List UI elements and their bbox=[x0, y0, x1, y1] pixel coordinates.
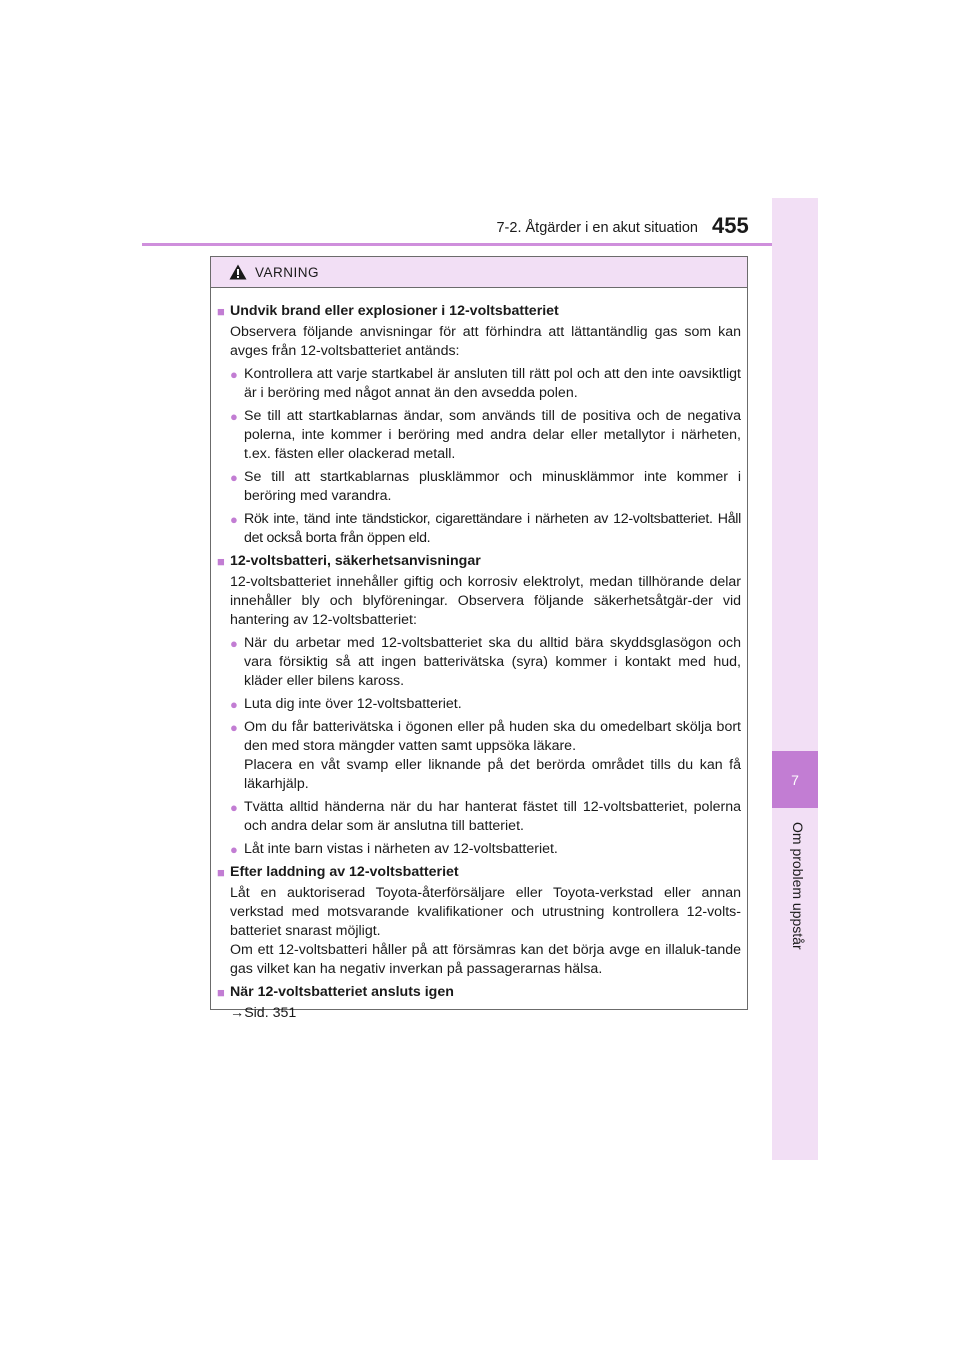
list-item: ● Luta dig inte över 12-voltsbatteriet. bbox=[230, 696, 462, 712]
square-bullet-icon: ■ bbox=[217, 985, 225, 1000]
running-section-title: 7-2. Åtgärder i en akut situation bbox=[496, 220, 698, 236]
section-intro: 12-voltsbatteriet innehåller giftig och korrosiv elektrolyt, medan tillhörande delar innehåller bly och blyföreningar. Observera följande säkerhetsåtgär-der vid hantering av 12-voltsbatteriet: bbox=[230, 574, 741, 628]
section-title: ■ Efter laddning av 12-voltsbatteriet bbox=[217, 864, 459, 880]
square-bullet-icon: ■ bbox=[217, 304, 225, 319]
warning-box bbox=[210, 256, 748, 1021]
chapter-side-tab bbox=[772, 198, 818, 1160]
section-intro: Låt en auktoriserad Toyota-återförsäljare eller Toyota-verkstad eller annan verkstad med motsvarande kvalifikationer och utrustning kontrollera 12-volts-batteriet snarast möjligt. Om ett 12-voltsbatteri håller på att försämras kan det börja avge en illaluk-tande gas vilket kan ha negativ inverkan på passagerarnas hälsa. bbox=[230, 885, 741, 977]
circle-bullet-icon: ● bbox=[230, 470, 238, 485]
section-title: ■ Undvik brand eller explosioner i 12-voltsbatteriet bbox=[217, 303, 559, 319]
circle-bullet-icon: ● bbox=[230, 636, 238, 651]
section-intro: Observera följande anvisningar för att förhindra att lättantändlig gas som kan avges från 12-voltsbatteriet antänds: bbox=[230, 324, 741, 359]
list-item: ● När du arbetar med 12-voltsbatteriet ska du alltid bära skyddsglasögon och vara försiktig så att ingen batterivätska (syra) kommer i kontakt med hud, kläder eller bilens kaross. bbox=[230, 635, 741, 689]
square-bullet-icon: ■ bbox=[217, 554, 225, 569]
chapter-label: Om problem uppstår bbox=[790, 822, 806, 950]
warning-header bbox=[211, 257, 747, 288]
warning-body bbox=[211, 288, 747, 1023]
circle-bullet-icon: ● bbox=[230, 800, 238, 815]
warning-label: VARNING bbox=[255, 264, 320, 280]
list-item: ● Kontrollera att varje startkabel är ansluten till rätt pol och att den inte oavsiktligt är i beröring med något annat än den avsedda polen. bbox=[230, 366, 741, 401]
page-number: 455 bbox=[712, 213, 749, 238]
warning-triangle-icon bbox=[229, 264, 247, 280]
section-title: ■ 12-voltsbatteri, säkerhetsanvisningar bbox=[217, 553, 481, 569]
list-item: ● Låt inte barn vistas i närheten av 12-voltsbatteriet. bbox=[230, 841, 558, 857]
header-rule bbox=[142, 243, 818, 246]
list-item: ● Om du får batterivätska i ögonen eller på huden ska du omedelbart skölja bort den med stora mängder vatten samt uppsöka läkare. Placera en våt svamp eller liknande på det berörda området tills du kan få läkarhjälp. bbox=[230, 719, 741, 792]
circle-bullet-icon: ● bbox=[230, 697, 238, 712]
circle-bullet-icon: ● bbox=[230, 367, 238, 382]
section-title: ■ När 12-voltsbatteriet ansluts igen bbox=[217, 984, 454, 1000]
list-item: ● Se till att startkablarnas plusklämmor och minusklämmor inte kommer i beröring med varandra. bbox=[230, 469, 741, 504]
list-item: ● Tvätta alltid händerna när du har hanterat fästet till 12-voltsbatteriet, polerna och andra delar som är anslutna till batteriet. bbox=[230, 799, 741, 834]
chapter-number-tab[interactable]: 7 bbox=[772, 751, 818, 808]
circle-bullet-icon: ● bbox=[230, 512, 238, 527]
circle-bullet-icon: ● bbox=[230, 409, 238, 424]
square-bullet-icon: ■ bbox=[217, 865, 225, 880]
page-reference-link[interactable]: →Sid. 351 bbox=[230, 1005, 297, 1021]
list-item: ● Se till att startkablarnas ändar, som används till de positiva och de negativa polerna, inte kommer i beröring med andra delar eller metallytor i närheten, t.ex. fästen eller olackerad metall. bbox=[230, 408, 741, 462]
circle-bullet-icon: ● bbox=[230, 720, 238, 735]
list-item: ● Rök inte, tänd inte tändstickor, cigarettändare i närheten av 12-voltsbatteriet. Håll det också borta från öppen eld. bbox=[230, 511, 741, 546]
circle-bullet-icon: ● bbox=[230, 842, 238, 857]
